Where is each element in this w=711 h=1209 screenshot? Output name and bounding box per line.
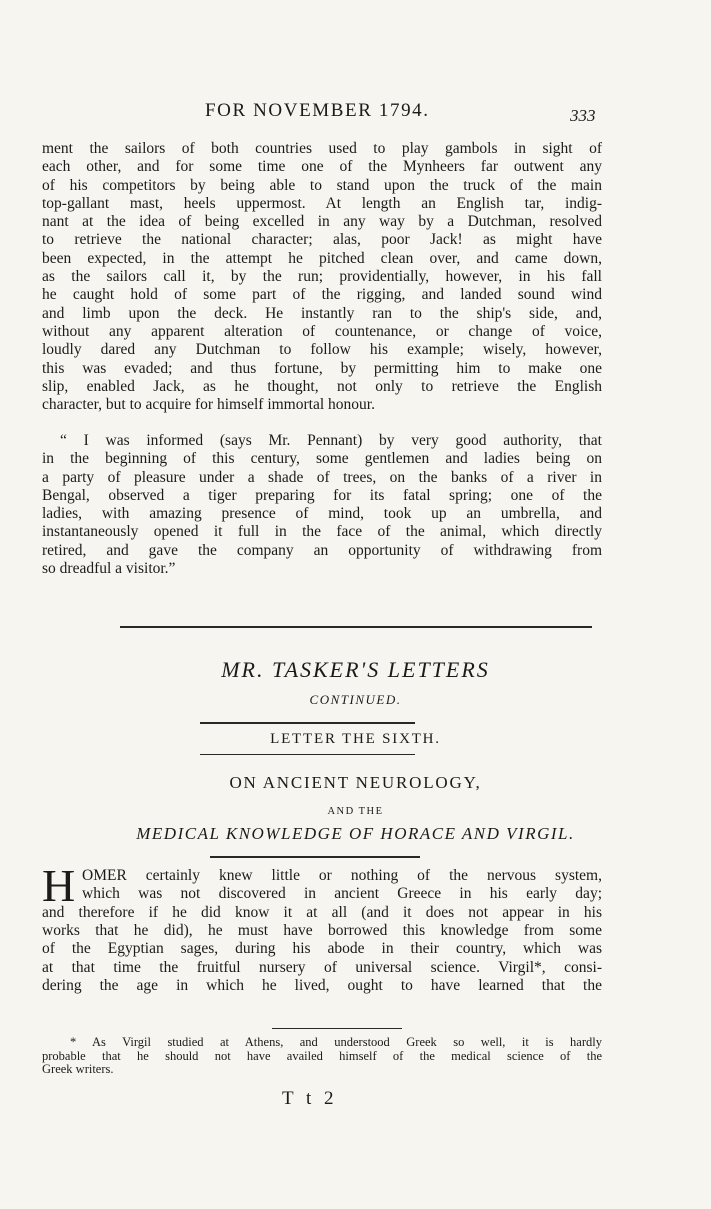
text-line: Bengal, observed a tiger preparing for its fatal spring; one of the <box>42 486 602 504</box>
text-line: retired, and gave the company an opportunity of withdrawing from <box>42 541 602 559</box>
drop-cap: H <box>42 860 76 911</box>
text-line: as the sailors call it, by the run; providentially, however, in his fall <box>42 268 602 286</box>
text-line: instantaneously opened it full in the face of the animal, which directly <box>42 523 602 541</box>
text-line: without any apparent alteration of countenance, or change of voice, <box>42 322 602 340</box>
footnote <box>42 1036 602 1077</box>
text-line: at that time the fruitful nursery of universal science. Virgil*, consi- <box>42 959 602 976</box>
text-line: OMER certainly knew little or nothing of the nervous system, <box>82 867 602 884</box>
text-line: slip, enabled Jack, as he thought, not only to retrieve the English <box>42 377 602 395</box>
text-line: of his competitors by being able to stand upon the truck of the main <box>42 176 602 194</box>
and-the-label: AND THE <box>327 806 384 817</box>
footnote-line: * As Virgil studied at Athens, and understood Greek so well, it is hardly <box>70 1036 602 1049</box>
letter-heading: LETTER THE SIXTH. <box>270 731 441 747</box>
text-line: each other, and for some time one of the Mynheers far outwent any <box>42 158 602 176</box>
text-line: character, but to acquire for himself immortal honour. <box>42 396 375 414</box>
running-head-title: FOR NOVEMBER 1794. <box>205 100 430 121</box>
text-line: dering the age in which he lived, ought to have learned that the <box>42 977 602 994</box>
signature-mark: T t 2 <box>282 1088 338 1109</box>
letter-subject: ON ANCIENT NEUROLOGY, <box>229 773 482 792</box>
text-line: “ I was informed (says Mr. Pennant) by very good authority, that <box>60 432 602 449</box>
text-line: and therefore if he did know it at all (and it does not appear in his <box>42 904 602 921</box>
text-line: loudly dared any Dutchman to follow his example; wisely, however, <box>42 341 602 359</box>
previous-article-paragraph-2 <box>42 432 602 578</box>
heading-rule-top <box>200 722 415 724</box>
previous-article-paragraph-1 <box>42 140 602 414</box>
text-line: which was not discovered in ancient Greece in his early day; <box>82 885 602 902</box>
text-line: and limb upon the deck. He instantly ran to the ship's side, and, <box>42 304 602 322</box>
text-line: works that he did), he must have borrowed this knowledge from some <box>42 922 602 939</box>
text-line: ment the sailors of both countries used to play gambols in sight of <box>42 140 602 157</box>
text-line: top-gallant mast, heels uppermost. At length an English tar, indig- <box>42 194 602 212</box>
section-divider <box>120 626 592 628</box>
text-line: he caught hold of some part of the rigging, and landed sound wind <box>42 286 602 304</box>
running-head <box>0 100 711 128</box>
text-line: a party of pleasure under a shade of trees, on the banks of a river in <box>42 468 602 486</box>
footnote-rule <box>272 1028 402 1029</box>
article-title: MR. TASKER'S LETTERS <box>221 657 490 682</box>
text-line: in the beginning of this century, some gentlemen and ladies being on <box>42 450 602 468</box>
text-line: been expected, in the attempt he pitched clean over, and came down, <box>42 249 602 267</box>
article-subtitle: MEDICAL KNOWLEDGE OF HORACE AND VIRGIL. <box>136 824 575 843</box>
footnote-line: probable that he should not have availed himself of the medical science of the <box>42 1049 602 1063</box>
subtitle-rule <box>210 856 420 858</box>
heading-rule-bottom <box>200 754 415 755</box>
footnote-line: Greek writers. <box>42 1063 114 1077</box>
text-line: to retrieve the national character; alas, poor Jack! as might have <box>42 231 602 249</box>
text-line: ladies, with amazing presence of mind, took up an umbrella, and <box>42 505 602 523</box>
page-number: 333 <box>570 106 596 125</box>
text-line: of the Egyptian sages, during his abode in their country, which was <box>42 940 602 957</box>
text-line: nant at the idea of being excelled in any way by a Dutchman, resolved <box>42 213 602 231</box>
continued-label: CONTINUED. <box>309 692 402 707</box>
text-line: this was evaded; and thus fortune, by permitting him to make one <box>42 359 602 377</box>
text-line: so dreadful a visitor.” <box>42 560 176 578</box>
